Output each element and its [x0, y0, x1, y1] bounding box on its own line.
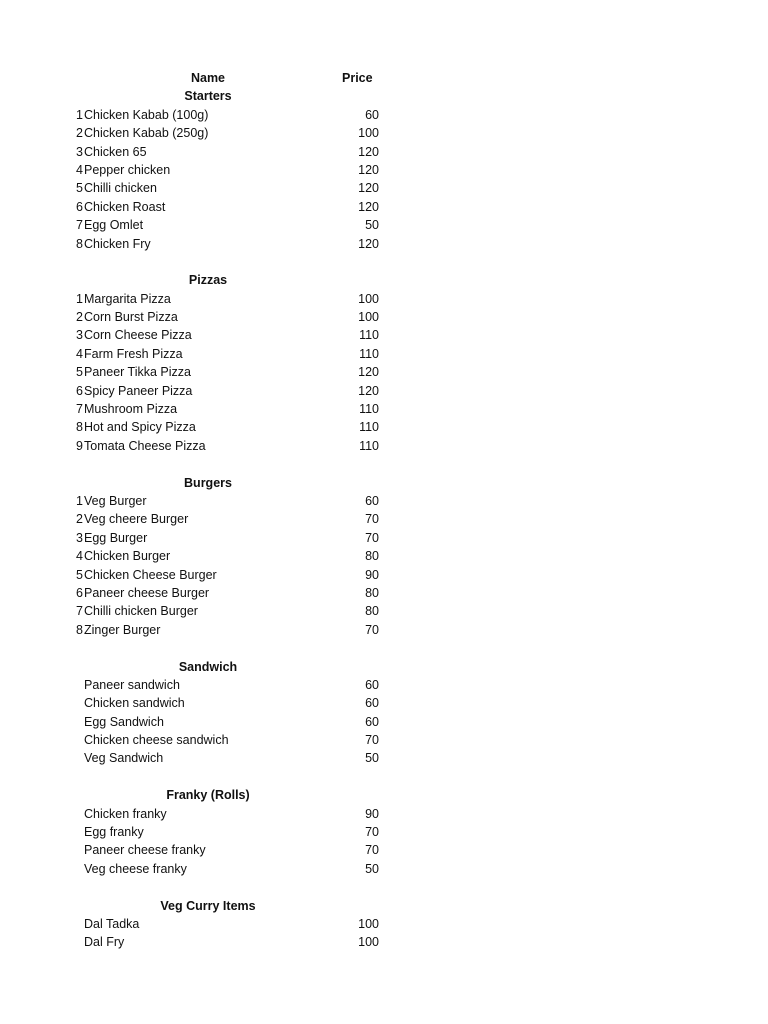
- section-spacer: [73, 639, 383, 657]
- item-number: 5: [76, 567, 83, 582]
- item-name: Chicken cheese sandwich: [84, 733, 229, 748]
- menu-item-row: [73, 363, 383, 381]
- item-name: Chicken franky: [84, 806, 167, 821]
- menu-item-row: [73, 602, 383, 620]
- item-name: Chicken 65: [84, 144, 147, 159]
- item-number: 9: [76, 438, 83, 453]
- menu-item-row: [73, 143, 383, 161]
- item-number: 2: [76, 126, 83, 141]
- menu-item-row: [73, 198, 383, 216]
- menu-item-row: [73, 841, 383, 859]
- item-price: 80: [365, 549, 379, 564]
- menu-item-row: [73, 676, 383, 694]
- item-number: 3: [76, 144, 83, 159]
- menu-item-row: [73, 933, 383, 951]
- section-title: Veg Curry Items: [160, 898, 256, 913]
- section-spacer: [73, 878, 383, 896]
- item-name: Hot and Spicy Pizza: [84, 420, 196, 435]
- item-number: 8: [76, 622, 83, 637]
- item-name: Chicken Kabab (250g): [84, 126, 209, 141]
- item-name: Paneer Tikka Pizza: [84, 365, 191, 380]
- item-name: Chilli chicken Burger: [84, 604, 198, 619]
- menu-item-row: [73, 235, 383, 253]
- item-number: 1: [76, 493, 83, 508]
- menu-item-row: [73, 326, 383, 344]
- menu-item-row: [73, 584, 383, 602]
- item-name: Chicken sandwich: [84, 696, 185, 711]
- item-number: 4: [76, 346, 83, 361]
- item-name: Egg Omlet: [84, 218, 144, 233]
- section-spacer: [73, 768, 383, 786]
- item-price: 60: [365, 677, 379, 692]
- item-name: Dal Fry: [84, 935, 125, 950]
- item-number: 4: [76, 162, 83, 177]
- menu-item-row: [73, 860, 383, 878]
- item-number: 5: [76, 181, 83, 196]
- item-price: 80: [365, 604, 379, 619]
- item-number: 8: [76, 236, 83, 251]
- item-price: 70: [365, 530, 379, 545]
- item-name: Chicken Cheese Burger: [84, 567, 217, 582]
- item-name: Chicken Kabab (100g): [84, 107, 209, 122]
- menu-sections: [73, 87, 383, 951]
- item-price: 70: [365, 733, 379, 748]
- item-price: 120: [358, 383, 379, 398]
- menu-item-row: [73, 510, 383, 528]
- item-price: 100: [358, 916, 379, 931]
- menu-item-row: [73, 290, 383, 308]
- name-column-header: Name: [190, 71, 226, 85]
- price-column-header: Price: [342, 71, 373, 85]
- menu-item-row: [73, 915, 383, 933]
- item-price: 110: [359, 328, 379, 343]
- item-name: Veg Burger: [84, 493, 147, 508]
- item-price: 60: [365, 696, 379, 711]
- item-name: Chilli chicken: [84, 181, 157, 196]
- item-price: 120: [358, 144, 379, 159]
- item-number: 7: [76, 402, 83, 417]
- item-number: 1: [76, 291, 83, 306]
- item-price: 120: [358, 236, 379, 251]
- item-name: Paneer sandwich: [84, 677, 180, 692]
- item-price: 100: [358, 935, 379, 950]
- item-price: 120: [358, 199, 379, 214]
- item-name: Farm Fresh Pizza: [84, 346, 183, 361]
- item-price: 110: [359, 438, 379, 453]
- item-price: 50: [365, 218, 379, 233]
- item-number: 3: [76, 328, 83, 343]
- menu-item-row: [73, 437, 383, 455]
- item-name: Margarita Pizza: [84, 291, 171, 306]
- item-name: Zinger Burger: [84, 622, 161, 637]
- item-name: Egg franky: [84, 825, 144, 840]
- menu-item-row: [73, 216, 383, 234]
- item-price: 60: [365, 493, 379, 508]
- item-price: 70: [365, 843, 379, 858]
- item-name: Mushroom Pizza: [84, 402, 178, 417]
- menu-item-row: [73, 418, 383, 436]
- item-number: 1: [76, 107, 83, 122]
- item-name: Veg cheese franky: [84, 861, 187, 876]
- section-title: Sandwich: [178, 659, 238, 674]
- item-price: 80: [365, 585, 379, 600]
- menu-sheet: [73, 69, 383, 952]
- item-name: Pepper chicken: [84, 162, 171, 177]
- menu-item-row: [73, 106, 383, 124]
- item-name: Spicy Paneer Pizza: [84, 383, 193, 398]
- item-price: 100: [358, 291, 379, 306]
- menu-item-row: [73, 566, 383, 584]
- item-price: 120: [358, 162, 379, 177]
- item-name: Paneer cheese Burger: [84, 585, 210, 600]
- item-price: 60: [365, 714, 379, 729]
- item-price: 70: [365, 622, 379, 637]
- menu-item-row: [73, 492, 383, 510]
- item-price: 90: [365, 806, 379, 821]
- item-price: 50: [365, 861, 379, 876]
- item-name: Corn Burst Pizza: [84, 310, 178, 325]
- menu-item-row: [73, 749, 383, 767]
- item-price: 120: [358, 181, 379, 196]
- item-name: Tomata Cheese Pizza: [84, 438, 206, 453]
- item-price: 100: [358, 126, 379, 141]
- item-number: 5: [76, 365, 83, 380]
- menu-item-row: [73, 400, 383, 418]
- menu-item-row: [73, 621, 383, 639]
- menu-item-row: [73, 308, 383, 326]
- section-spacer: [73, 455, 383, 473]
- item-number: 6: [76, 585, 83, 600]
- menu-item-row: [73, 713, 383, 731]
- section-title: Pizzas: [188, 273, 228, 288]
- menu-item-row: [73, 694, 383, 712]
- item-number: 4: [76, 549, 83, 564]
- item-name: Dal Tadka: [84, 916, 140, 931]
- item-number: 2: [76, 310, 83, 325]
- item-name: Corn Cheese Pizza: [84, 328, 192, 343]
- item-number: 8: [76, 420, 83, 435]
- item-price: 70: [365, 512, 379, 527]
- item-name: Chicken Fry: [84, 236, 151, 251]
- menu-item-row: [73, 547, 383, 565]
- menu-item-row: [73, 382, 383, 400]
- item-name: Veg Sandwich: [84, 751, 164, 766]
- item-name: Egg Burger: [84, 530, 148, 545]
- section-title: Franky (Rolls): [166, 788, 250, 803]
- item-price: 60: [365, 107, 379, 122]
- item-name: Veg cheere Burger: [84, 512, 189, 527]
- item-number: 7: [76, 604, 83, 619]
- menu-item-row: [73, 124, 383, 142]
- item-price: 110: [359, 402, 379, 417]
- item-number: 6: [76, 199, 83, 214]
- item-name: Egg Sandwich: [84, 714, 164, 729]
- item-number: 7: [76, 218, 83, 233]
- item-price: 120: [358, 365, 379, 380]
- item-price: 90: [365, 567, 379, 582]
- column-header-row: [73, 69, 383, 87]
- item-price: 70: [365, 825, 379, 840]
- item-name: Chicken Burger: [84, 549, 171, 564]
- section-spacer: [73, 253, 383, 271]
- item-price: 110: [359, 346, 379, 361]
- item-name: Paneer cheese franky: [84, 843, 206, 858]
- item-price: 100: [358, 310, 379, 325]
- item-price: 50: [365, 751, 379, 766]
- item-price: 110: [359, 420, 379, 435]
- menu-item-row: [73, 345, 383, 363]
- item-number: 3: [76, 530, 83, 545]
- menu-item-row: [73, 529, 383, 547]
- menu-item-row: [73, 805, 383, 823]
- menu-item-row: [73, 179, 383, 197]
- section-title: Starters: [184, 89, 232, 104]
- item-number: 2: [76, 512, 83, 527]
- menu-item-row: [73, 731, 383, 749]
- menu-item-row: [73, 823, 383, 841]
- item-number: 6: [76, 383, 83, 398]
- menu-item-row: [73, 161, 383, 179]
- section-title: Burgers: [184, 475, 232, 490]
- item-name: Chicken Roast: [84, 199, 166, 214]
